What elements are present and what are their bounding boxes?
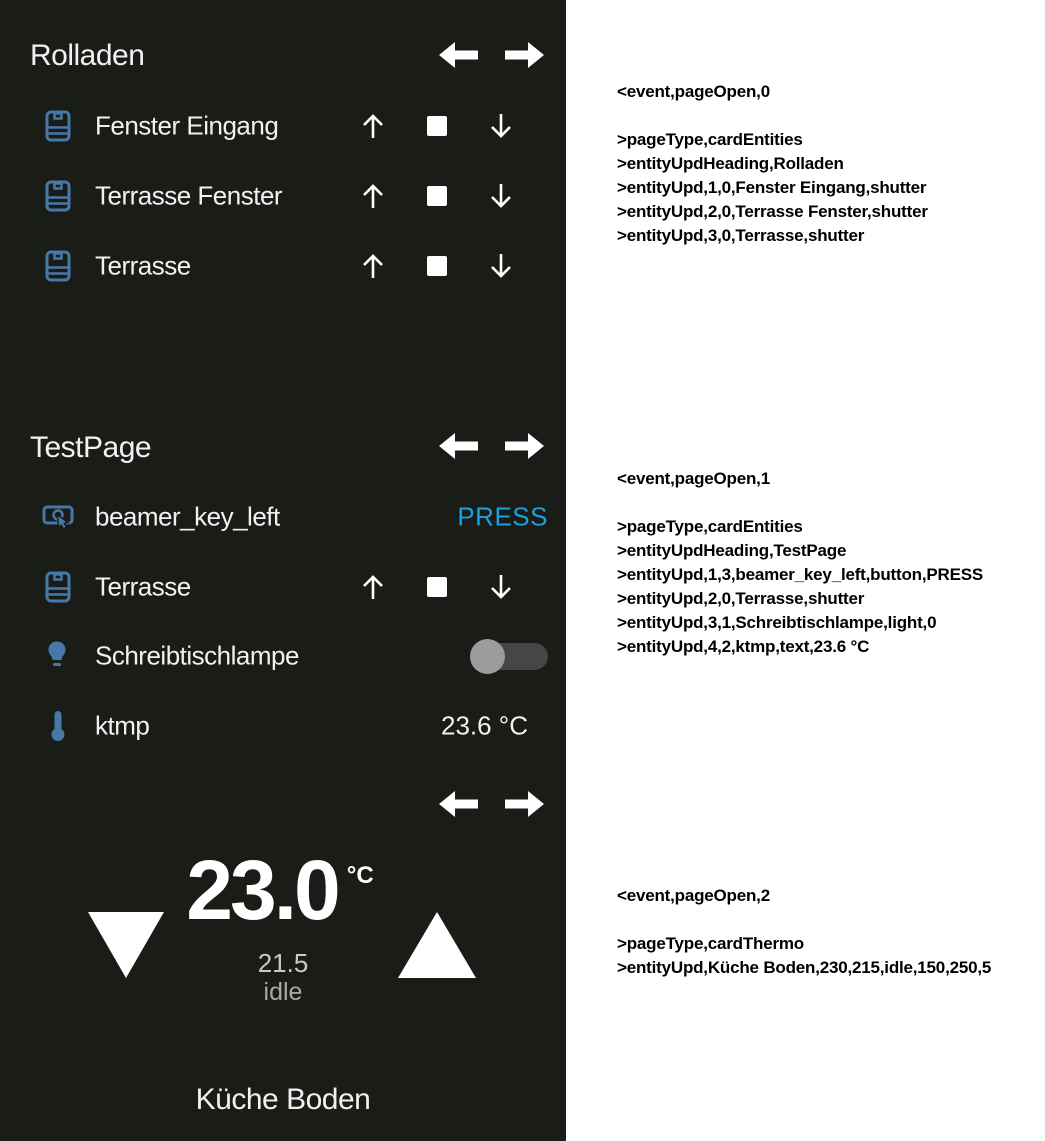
arrow-right-icon [505, 433, 544, 459]
arrow-down-icon [488, 182, 514, 210]
entity-row-terrasse [0, 231, 566, 301]
entity-label: Fenster Eingang [95, 110, 279, 141]
log-block-page1 [617, 467, 983, 659]
current-temperature-value: 23.0 [186, 843, 338, 937]
arrow-right-icon [505, 791, 544, 817]
log-line: >entityUpd,1,0,Fenster Eingang,shutter [617, 178, 927, 197]
nav-next-button[interactable] [505, 791, 544, 817]
shutter-up-button[interactable] [351, 112, 395, 140]
entity-label: beamer_key_left [95, 501, 280, 532]
log-line: >entityUpd,1,3,beamer_key_left,button,PRESS [617, 565, 983, 584]
log-line: <event,pageOpen,2 [617, 886, 770, 905]
shutter-icon [45, 110, 71, 142]
entity-label: Schreibtischlampe [95, 640, 299, 671]
entity-label: Terrasse [95, 571, 191, 602]
log-line: >entityUpd,Küche Boden,230,215,idle,150,250,5 [617, 958, 992, 977]
arrow-left-icon [439, 433, 478, 459]
shutter-stop-button[interactable] [415, 577, 459, 597]
sensor-value: 23.6 °C [440, 710, 528, 741]
temperature-unit: °C [346, 862, 374, 889]
entity-row-terrasse-fenster [0, 161, 566, 231]
shutter-icon [45, 250, 71, 282]
arrow-down-icon [488, 573, 514, 601]
shutter-stop-button[interactable] [415, 116, 459, 136]
arrow-up-icon [360, 573, 386, 601]
shutter-icon [45, 180, 71, 212]
arrow-right-icon [505, 42, 544, 68]
shutter-down-button[interactable] [479, 112, 523, 140]
arrow-left-icon [439, 791, 478, 817]
log-line: >pageType,cardThermo [617, 934, 804, 953]
nav-next-button[interactable] [505, 42, 544, 68]
page-title: Rolladen [30, 39, 145, 72]
log-line: >entityUpd,3,0,Terrasse,shutter [617, 226, 865, 245]
log-line: >entityUpd,2,0,Terrasse Fenster,shutter [617, 202, 928, 221]
log-line: >entityUpd,3,1,Schreibtischlampe,light,0 [617, 613, 937, 632]
current-temperature [0, 843, 560, 937]
entity-row-terrasse [0, 552, 566, 622]
arrow-left-icon [439, 42, 478, 68]
light-toggle-switch[interactable] [472, 643, 548, 670]
entity-row-schreibtischlampe [0, 621, 566, 691]
entity-row-ktmp [0, 691, 566, 761]
log-line: >entityUpdHeading,TestPage [617, 541, 847, 560]
shutter-icon [45, 571, 71, 603]
stop-square-icon [427, 577, 447, 597]
entity-label: Terrasse [95, 250, 191, 281]
nav-prev-button[interactable] [439, 433, 478, 459]
shutter-stop-button[interactable] [415, 256, 459, 276]
log-line: >entityUpd,2,0,Terrasse,shutter [617, 589, 865, 608]
shutter-up-button[interactable] [351, 252, 395, 280]
shutter-down-button[interactable] [479, 573, 523, 601]
stop-square-icon [427, 116, 447, 136]
log-block-page2 [617, 884, 991, 980]
shutter-up-button[interactable] [351, 573, 395, 601]
log-block-page0 [617, 80, 928, 248]
shutter-down-button[interactable] [479, 182, 523, 210]
entity-label: Terrasse Fenster [95, 180, 283, 211]
stop-square-icon [427, 256, 447, 276]
arrow-up-icon [360, 252, 386, 280]
nav-prev-button[interactable] [439, 42, 478, 68]
stop-square-icon [427, 186, 447, 206]
entity-row-fenster-eingang [0, 91, 566, 161]
log-line: <event,pageOpen,0 [617, 82, 770, 101]
toggle-knob [470, 639, 505, 674]
page-title: TestPage [30, 431, 152, 464]
arrow-up-icon [360, 112, 386, 140]
target-temperature: 21.5 [257, 948, 309, 978]
arrow-down-icon [488, 252, 514, 280]
thermostat-title: Küche Boden [195, 1083, 371, 1116]
gesture-tap-button-icon [42, 503, 74, 531]
entity-row-beamer-key-left [0, 482, 566, 552]
log-line: >pageType,cardEntities [617, 130, 803, 149]
nav-prev-button[interactable] [439, 791, 478, 817]
lightbulb-icon [45, 641, 69, 672]
nav-next-button[interactable] [505, 433, 544, 459]
log-line: >entityUpd,4,2,ktmp,text,23.6 °C [617, 637, 870, 656]
entity-label: ktmp [95, 710, 150, 741]
thermostat-state: idle [263, 978, 303, 1006]
shutter-up-button[interactable] [351, 182, 395, 210]
arrow-up-icon [360, 182, 386, 210]
log-line: <event,pageOpen,1 [617, 469, 770, 488]
shutter-down-button[interactable] [479, 252, 523, 280]
arrow-down-icon [488, 112, 514, 140]
shutter-stop-button[interactable] [415, 186, 459, 206]
thermometer-icon [50, 710, 66, 742]
log-line: >entityUpdHeading,Rolladen [617, 154, 844, 173]
log-line: >pageType,cardEntities [617, 517, 803, 536]
press-button[interactable]: PRESS [457, 501, 548, 532]
